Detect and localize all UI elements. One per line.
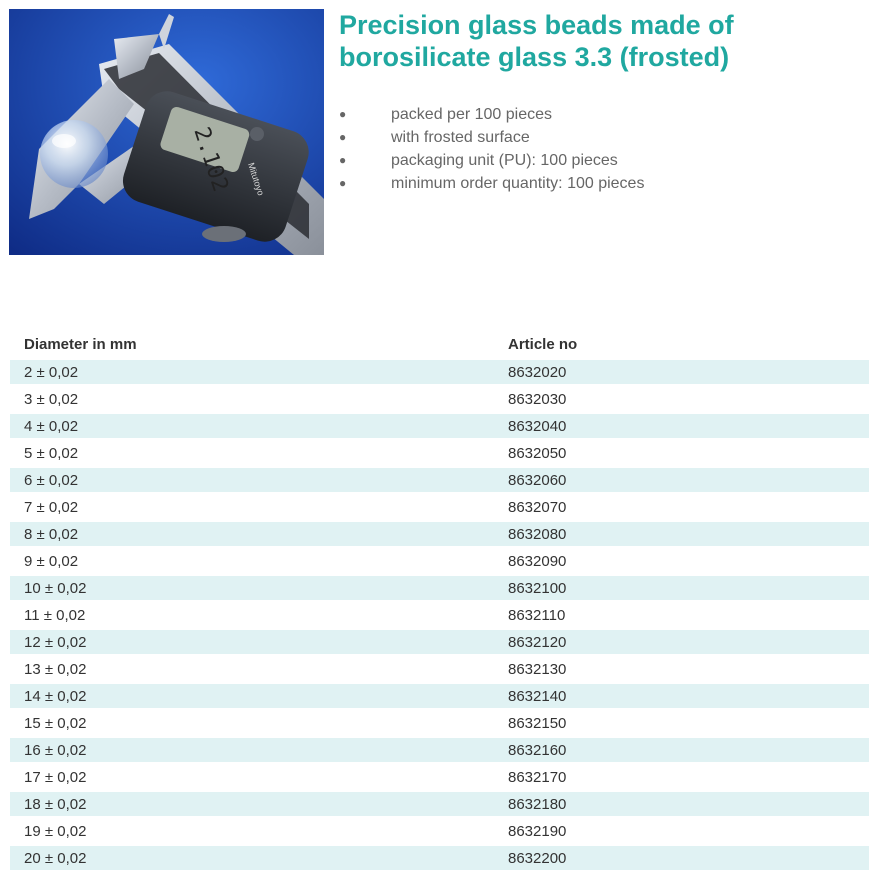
article-cell: 8632170 (494, 764, 869, 791)
table-row (10, 359, 869, 386)
table-row (10, 737, 869, 764)
diameter-cell: 10 ± 0,02 (10, 575, 494, 602)
product-title: Precision glass beads made of borosilicate glass 3.3 (frosted) (339, 10, 734, 72)
diameter-cell: 14 ± 0,02 (10, 683, 494, 710)
diameter-cell: 16 ± 0,02 (10, 737, 494, 764)
table-row (10, 818, 869, 845)
diameter-cell: 17 ± 0,02 (10, 764, 494, 791)
diameter-cell: 13 ± 0,02 (10, 656, 494, 683)
table-row (10, 791, 869, 818)
article-cell: 8632050 (494, 440, 869, 467)
article-cell: 8632100 (494, 575, 869, 602)
article-cell: 8632090 (494, 548, 869, 575)
article-cell: 8632020 (494, 359, 869, 386)
feature-item (339, 149, 644, 172)
feature-list (339, 103, 644, 195)
table-row (10, 602, 869, 629)
feature-text: minimum order quantity: 100 pieces (391, 175, 645, 192)
diameter-cell: 9 ± 0,02 (10, 548, 494, 575)
diameter-cell: 15 ± 0,02 (10, 710, 494, 737)
diameter-cell: 2 ± 0,02 (10, 359, 494, 386)
article-table (10, 331, 869, 870)
diameter-cell: 3 ± 0,02 (10, 386, 494, 413)
table-row (10, 575, 869, 602)
diameter-cell: 7 ± 0,02 (10, 494, 494, 521)
table-row (10, 548, 869, 575)
article-cell: 8632200 (494, 845, 869, 871)
table-row (10, 683, 869, 710)
article-cell: 8632190 (494, 818, 869, 845)
article-cell: 8632140 (494, 683, 869, 710)
table-row (10, 710, 869, 737)
table-header-row (10, 331, 869, 359)
article-cell: 8632150 (494, 710, 869, 737)
diameter-cell: 5 ± 0,02 (10, 440, 494, 467)
feature-item (339, 172, 644, 195)
table-row (10, 629, 869, 656)
article-cell: 8632040 (494, 413, 869, 440)
feature-item (339, 126, 644, 149)
bullet-icon: ● (339, 153, 347, 167)
feature-item (339, 103, 644, 126)
article-cell: 8632180 (494, 791, 869, 818)
table-row (10, 764, 869, 791)
diameter-cell: 8 ± 0,02 (10, 521, 494, 548)
article-cell: 8632060 (494, 467, 869, 494)
table-row (10, 656, 869, 683)
product-photo (9, 9, 324, 255)
diameter-cell: 19 ± 0,02 (10, 818, 494, 845)
article-cell: 8632070 (494, 494, 869, 521)
article-cell: 8632120 (494, 629, 869, 656)
feature-text: packaging unit (PU): 100 pieces (391, 152, 618, 169)
feature-text: packed per 100 pieces (391, 106, 552, 123)
caliper-display-reading: 2.102 (188, 124, 233, 195)
diameter-cell: 20 ± 0,02 (10, 845, 494, 871)
diameter-cell: 11 ± 0,02 (10, 602, 494, 629)
caliper-with-glass-bead-illustration (9, 9, 324, 255)
caliper-brand-label: Mitutoyo (245, 161, 266, 197)
bullet-icon: ● (339, 107, 347, 121)
bullet-icon: ● (339, 176, 347, 190)
table-row (10, 494, 869, 521)
diameter-cell: 18 ± 0,02 (10, 791, 494, 818)
table-row (10, 440, 869, 467)
feature-text: with frosted surface (391, 129, 530, 146)
table-row (10, 386, 869, 413)
table-row (10, 845, 869, 871)
article-cell: 8632030 (494, 386, 869, 413)
article-cell: 8632080 (494, 521, 869, 548)
table-row (10, 521, 869, 548)
diameter-cell: 4 ± 0,02 (10, 413, 494, 440)
table-row (10, 467, 869, 494)
column-header-diameter: Diameter in mm (24, 335, 137, 353)
bullet-icon: ● (339, 130, 347, 144)
table-row (10, 413, 869, 440)
article-cell: 8632160 (494, 737, 869, 764)
column-header-article: Article no (508, 335, 578, 353)
article-cell: 8632110 (494, 602, 869, 629)
diameter-cell: 6 ± 0,02 (10, 467, 494, 494)
article-cell: 8632130 (494, 656, 869, 683)
diameter-cell: 12 ± 0,02 (10, 629, 494, 656)
